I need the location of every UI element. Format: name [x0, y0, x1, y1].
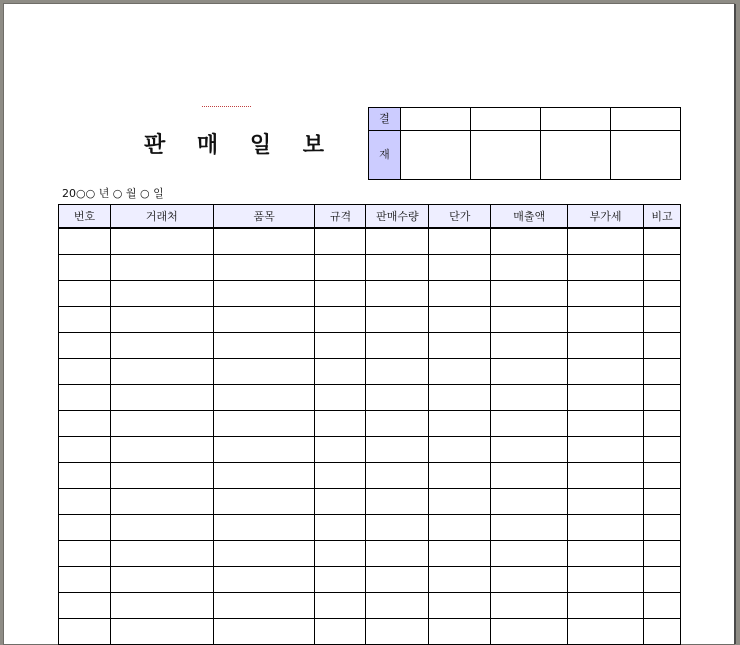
approval-slot-signature[interactable] [471, 131, 541, 180]
table-cell[interactable] [110, 307, 213, 333]
table-cell[interactable] [643, 593, 680, 619]
table-cell[interactable] [491, 541, 568, 567]
table-cell[interactable] [213, 515, 315, 541]
table-cell[interactable] [213, 619, 315, 645]
header-spec: 규격 [315, 205, 366, 229]
table-cell[interactable] [568, 359, 644, 385]
table-cell[interactable] [59, 228, 111, 255]
header-item: 품목 [213, 205, 315, 229]
table-cell[interactable] [568, 228, 644, 255]
table-cell[interactable] [491, 281, 568, 307]
approval-label-top: 결 [369, 108, 401, 131]
table-cell[interactable] [59, 333, 111, 359]
table-cell[interactable] [315, 255, 366, 281]
table-cell[interactable] [366, 463, 429, 489]
table-cell[interactable] [213, 255, 315, 281]
table-cell[interactable] [315, 515, 366, 541]
table-cell[interactable] [429, 593, 491, 619]
table-cell[interactable] [643, 307, 680, 333]
table-cell[interactable] [491, 437, 568, 463]
table-cell[interactable] [315, 567, 366, 593]
table-cell[interactable] [491, 593, 568, 619]
table-cell[interactable] [366, 255, 429, 281]
table-row [59, 333, 681, 359]
table-row [59, 567, 681, 593]
table-cell[interactable] [366, 489, 429, 515]
table-cell[interactable] [429, 463, 491, 489]
table-cell[interactable] [315, 593, 366, 619]
table-row [59, 281, 681, 307]
table-cell[interactable] [643, 228, 680, 255]
table-cell[interactable] [110, 255, 213, 281]
table-cell[interactable] [110, 359, 213, 385]
table-cell[interactable] [366, 333, 429, 359]
table-cell[interactable] [213, 541, 315, 567]
table-cell[interactable] [366, 541, 429, 567]
table-cell[interactable] [366, 228, 429, 255]
table-row [59, 359, 681, 385]
table-cell[interactable] [568, 385, 644, 411]
table-cell[interactable] [110, 228, 213, 255]
document-page [4, 4, 734, 644]
table-cell[interactable] [110, 281, 213, 307]
table-cell[interactable] [568, 489, 644, 515]
table-cell[interactable] [110, 489, 213, 515]
table-cell[interactable] [59, 541, 111, 567]
table-cell[interactable] [110, 411, 213, 437]
table-row [59, 489, 681, 515]
table-cell[interactable] [643, 515, 680, 541]
table-cell[interactable] [429, 541, 491, 567]
table-cell[interactable] [366, 567, 429, 593]
table-row [59, 385, 681, 411]
approval-label-bottom: 재 [369, 131, 401, 180]
table-cell[interactable] [568, 255, 644, 281]
table-cell[interactable] [110, 333, 213, 359]
table-cell[interactable] [643, 359, 680, 385]
table-cell[interactable] [315, 489, 366, 515]
table-cell[interactable] [429, 437, 491, 463]
approval-box [368, 107, 681, 180]
table-row [59, 228, 681, 255]
table-cell[interactable] [643, 255, 680, 281]
table-cell[interactable] [59, 411, 111, 437]
approval-slot-title[interactable] [471, 108, 541, 131]
table-cell[interactable] [643, 281, 680, 307]
table-cell[interactable] [643, 385, 680, 411]
table-cell[interactable] [491, 463, 568, 489]
table-row [59, 619, 681, 645]
table-cell[interactable] [213, 359, 315, 385]
table-cell[interactable] [568, 593, 644, 619]
table-cell[interactable] [213, 567, 315, 593]
table-cell[interactable] [315, 228, 366, 255]
table-cell[interactable] [568, 333, 644, 359]
header-sales-qty: 판매수량 [366, 205, 429, 229]
table-cell[interactable] [110, 437, 213, 463]
approval-slot-signature[interactable] [541, 131, 611, 180]
table-cell[interactable] [643, 567, 680, 593]
table-cell[interactable] [110, 541, 213, 567]
approval-slot-signature[interactable] [611, 131, 681, 180]
table-cell[interactable] [568, 619, 644, 645]
table-cell[interactable] [59, 359, 111, 385]
table-cell[interactable] [315, 333, 366, 359]
table-cell[interactable] [429, 281, 491, 307]
table-cell[interactable] [568, 541, 644, 567]
table-cell[interactable] [491, 255, 568, 281]
table-cell[interactable] [491, 619, 568, 645]
table-cell[interactable] [366, 307, 429, 333]
red-dotted-mark [202, 106, 251, 107]
table-cell[interactable] [366, 515, 429, 541]
table-cell[interactable] [213, 411, 315, 437]
table-row [59, 593, 681, 619]
table-row [59, 307, 681, 333]
table-cell[interactable] [110, 593, 213, 619]
table-cell[interactable] [568, 515, 644, 541]
table-cell[interactable] [568, 281, 644, 307]
table-cell[interactable] [643, 463, 680, 489]
table-cell[interactable] [110, 463, 213, 489]
table-row [59, 463, 681, 489]
report-date: 20○○ 년 ○ 월 ○ 일 [62, 187, 164, 200]
table-cell[interactable] [59, 307, 111, 333]
table-cell[interactable] [213, 228, 315, 255]
table-cell[interactable] [429, 228, 491, 255]
document-title: 판 매 일 보 [144, 133, 336, 158]
approval-slot-title[interactable] [401, 108, 471, 131]
header-remarks: 비고 [643, 205, 680, 229]
table-cell[interactable] [643, 619, 680, 645]
table-cell[interactable] [366, 385, 429, 411]
table-cell[interactable] [429, 385, 491, 411]
table-cell[interactable] [315, 541, 366, 567]
approval-slot-signature[interactable] [401, 131, 471, 180]
table-cell[interactable] [366, 359, 429, 385]
table-cell[interactable] [429, 307, 491, 333]
table-cell[interactable] [213, 281, 315, 307]
table-cell[interactable] [366, 281, 429, 307]
table-cell[interactable] [429, 619, 491, 645]
table-cell[interactable] [110, 619, 213, 645]
table-cell[interactable] [491, 489, 568, 515]
header-client: 거래처 [110, 205, 213, 229]
table-cell[interactable] [315, 359, 366, 385]
table-cell[interactable] [429, 333, 491, 359]
approval-slot-title[interactable] [611, 108, 681, 131]
table-cell[interactable] [213, 385, 315, 411]
table-cell[interactable] [491, 228, 568, 255]
table-cell[interactable] [366, 593, 429, 619]
table-cell[interactable] [213, 463, 315, 489]
table-cell[interactable] [315, 619, 366, 645]
table-cell[interactable] [315, 411, 366, 437]
table-cell[interactable] [59, 489, 111, 515]
table-cell[interactable] [59, 463, 111, 489]
table-cell[interactable] [366, 411, 429, 437]
table-cell[interactable] [568, 463, 644, 489]
table-cell[interactable] [315, 307, 366, 333]
approval-slot-title[interactable] [541, 108, 611, 131]
table-cell[interactable] [315, 281, 366, 307]
table-cell[interactable] [59, 593, 111, 619]
table-cell[interactable] [213, 437, 315, 463]
sales-ledger-table [58, 204, 681, 645]
table-cell[interactable] [213, 333, 315, 359]
ledger-header-row [59, 205, 681, 229]
table-cell[interactable] [491, 359, 568, 385]
table-cell[interactable] [429, 489, 491, 515]
table-cell[interactable] [110, 567, 213, 593]
table-cell[interactable] [110, 515, 213, 541]
table-cell[interactable] [59, 281, 111, 307]
table-cell[interactable] [429, 255, 491, 281]
table-cell[interactable] [643, 411, 680, 437]
table-cell[interactable] [110, 385, 213, 411]
table-cell[interactable] [59, 515, 111, 541]
ledger-body [59, 228, 681, 645]
table-row [59, 541, 681, 567]
table-cell[interactable] [643, 333, 680, 359]
header-sales-amount: 매출액 [491, 205, 568, 229]
table-row [59, 437, 681, 463]
table-cell[interactable] [491, 385, 568, 411]
table-cell[interactable] [366, 619, 429, 645]
table-cell[interactable] [491, 411, 568, 437]
table-cell[interactable] [429, 567, 491, 593]
table-cell[interactable] [568, 411, 644, 437]
header-number: 번호 [59, 205, 111, 229]
table-cell[interactable] [643, 541, 680, 567]
table-cell[interactable] [568, 307, 644, 333]
table-cell[interactable] [429, 359, 491, 385]
table-cell[interactable] [59, 437, 111, 463]
table-cell[interactable] [213, 307, 315, 333]
table-row [59, 255, 681, 281]
table-cell[interactable] [213, 489, 315, 515]
table-cell[interactable] [315, 463, 366, 489]
table-cell[interactable] [366, 437, 429, 463]
table-cell[interactable] [491, 567, 568, 593]
table-cell[interactable] [568, 437, 644, 463]
table-cell[interactable] [213, 593, 315, 619]
table-cell[interactable] [568, 567, 644, 593]
table-cell[interactable] [59, 619, 111, 645]
table-cell[interactable] [491, 307, 568, 333]
table-cell[interactable] [491, 333, 568, 359]
header-vat: 부가세 [568, 205, 644, 229]
table-cell[interactable] [315, 385, 366, 411]
table-cell[interactable] [315, 437, 366, 463]
table-row [59, 411, 681, 437]
table-cell[interactable] [643, 437, 680, 463]
table-cell[interactable] [429, 515, 491, 541]
table-row [59, 515, 681, 541]
table-cell[interactable] [59, 255, 111, 281]
table-cell[interactable] [491, 515, 568, 541]
table-cell[interactable] [429, 411, 491, 437]
table-cell[interactable] [59, 567, 111, 593]
table-cell[interactable] [59, 385, 111, 411]
table-cell[interactable] [643, 489, 680, 515]
header-unit-price: 단가 [429, 205, 491, 229]
